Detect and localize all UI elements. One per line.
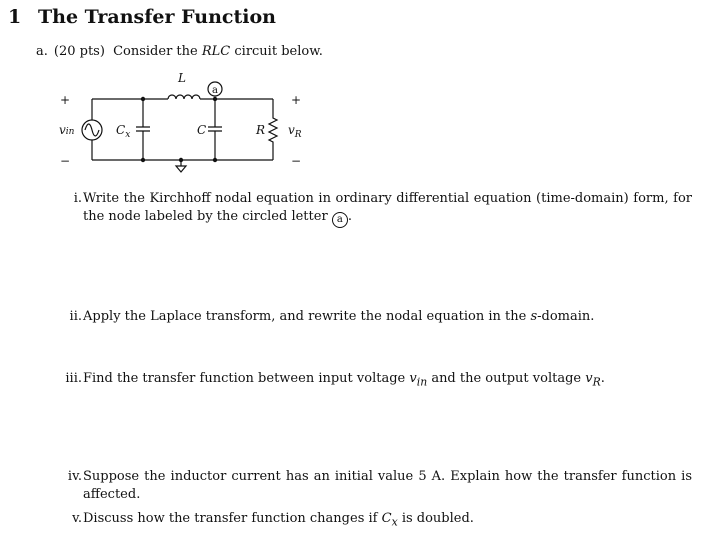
inductor-symbol (168, 95, 200, 99)
c-label: C (197, 123, 207, 137)
question-text-before: Find the transfer function between input voltage (83, 371, 406, 386)
question-item (60, 190, 692, 228)
junction-dot (213, 97, 217, 101)
question-number: i. (73, 191, 82, 206)
cx-variable: $C_x$ (381, 511, 398, 529)
junction-dot (141, 158, 145, 162)
question-number: iii. (65, 371, 82, 386)
question-text (83, 510, 692, 532)
inductor-label: L (178, 71, 186, 85)
question-item (60, 510, 692, 532)
node-marker-label: a (212, 85, 218, 96)
output-plus-sign: + (290, 93, 302, 107)
source-label: vin (59, 123, 75, 137)
section-heading (8, 6, 276, 28)
question-item (60, 468, 692, 504)
vin-variable: $v_{in}$ (409, 371, 428, 389)
cx-plates (136, 127, 150, 131)
question-text: Suppose the inductor current has an initial value 5 A. Explain how the transfer function is affected. (83, 469, 692, 502)
part-a-points: (20 pts) (53, 44, 105, 59)
part-a-text-before: Consider the (113, 44, 198, 59)
part-a-circuit-name: RLC (201, 44, 231, 59)
question-text-before: Write the Kirchhoff nodal equation in ordinary differential equation (time-domain) form, for the node labeled by the circled letter (83, 191, 692, 224)
r-label: R (256, 123, 266, 137)
junction-dot (141, 97, 145, 101)
question-number: ii. (69, 309, 82, 324)
part-a-text-after: circuit below. (234, 44, 323, 59)
part-a-prompt (36, 44, 323, 59)
question-text-mid: and the output voltage (431, 371, 582, 386)
cx-label: $C_x$ (116, 123, 131, 140)
section-number: 1 (8, 6, 22, 28)
ground-symbol (176, 166, 186, 172)
ac-source-wave (85, 124, 99, 136)
question-text-before: Apply the Laplace transform, and rewrite the nodal equation in the (83, 309, 527, 324)
question-text (83, 308, 692, 326)
part-a-label: a. (36, 44, 48, 59)
question-text-after: . (347, 209, 352, 224)
junction-dot (179, 158, 183, 162)
section-title: The Transfer Function (38, 6, 276, 28)
question-text-after: is doubled. (401, 511, 474, 526)
junction-dot (213, 158, 217, 162)
question-text-before: Discuss how the transfer function changes if (83, 511, 378, 526)
question-item (60, 308, 692, 326)
question-number: v. (72, 511, 82, 526)
c-plates (208, 127, 222, 131)
rlc-circuit-diagram (50, 64, 330, 176)
question-item (60, 370, 692, 392)
vr-variable: $v_R$ (585, 371, 601, 389)
s-variable: s (530, 309, 538, 324)
question-text-after: -domain. (537, 309, 595, 324)
resistor-symbol (269, 99, 277, 160)
node-marker-inline: a (332, 212, 348, 228)
question-number: iv. (67, 469, 82, 484)
question-text (83, 190, 692, 228)
question-text (83, 370, 692, 392)
input-minus-sign: − (59, 154, 71, 168)
question-text-after: . (600, 371, 605, 386)
output-voltage-label: $v_R$ (288, 123, 302, 140)
input-plus-sign: + (59, 93, 71, 107)
output-minus-sign: − (290, 154, 302, 168)
